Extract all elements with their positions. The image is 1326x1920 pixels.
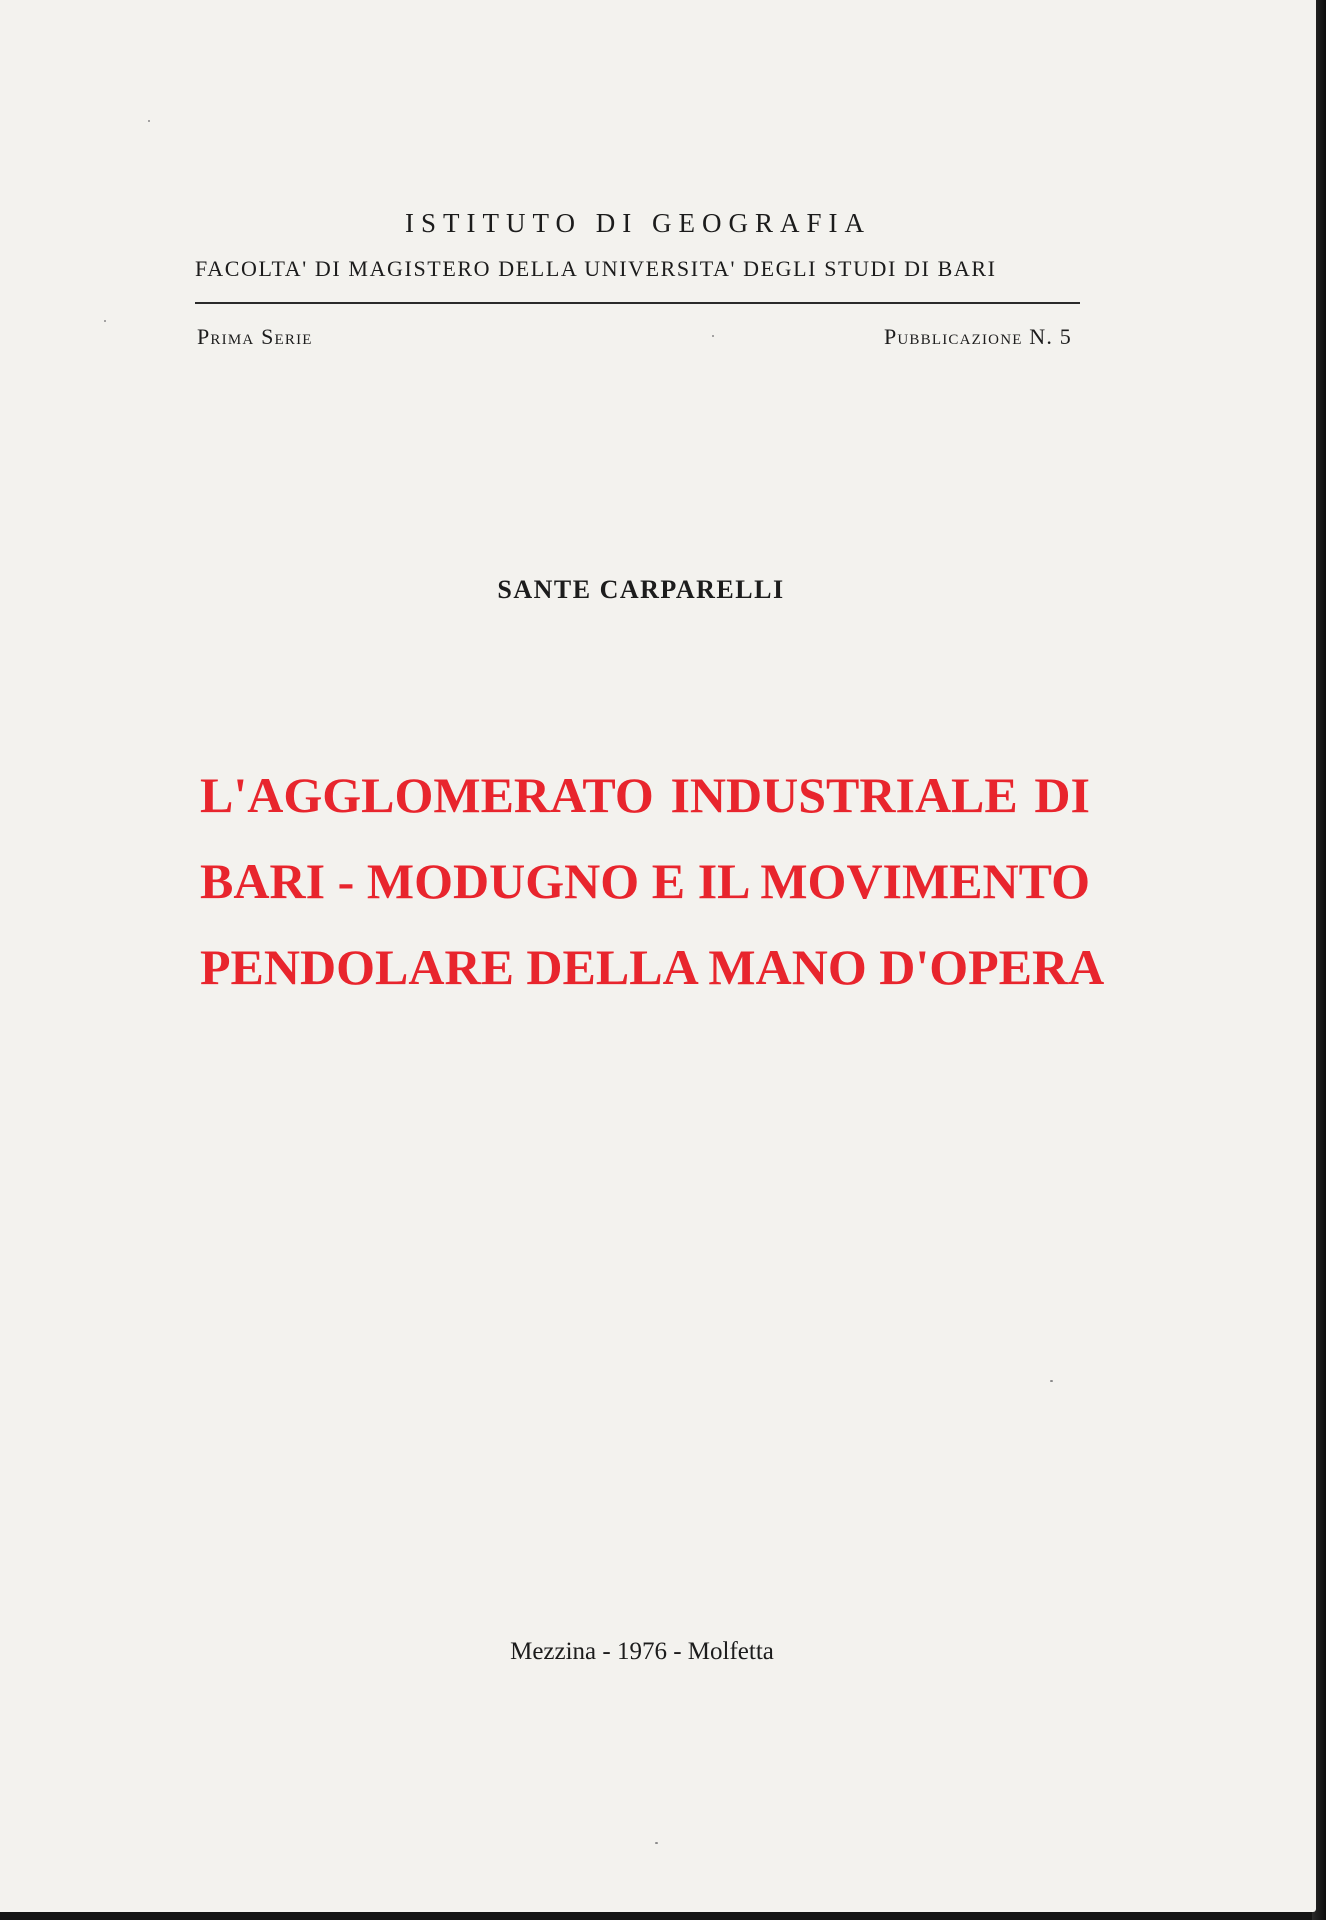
title-line: L'AGGLOMERATO INDUSTRIALE DI — [200, 767, 1090, 823]
paper-speck — [1050, 1380, 1053, 1382]
paper-speck — [148, 120, 150, 122]
paper-speck — [712, 335, 714, 337]
paper-speck — [104, 320, 106, 322]
book-title — [200, 752, 1105, 1010]
header-divider — [195, 302, 1080, 304]
series-label: Prima Serie — [197, 324, 313, 349]
publication-number: Pubblicazione N. 5 — [883, 324, 1072, 349]
institute-name: ISTITUTO DI GEOGRAFIA — [405, 208, 871, 238]
paper-speck — [655, 1842, 658, 1844]
title-line: BARI - MODUGNO E IL MOVIMENTO — [200, 853, 1090, 909]
title-line: PENDOLARE DELLA MANO D'OPERA — [200, 939, 1105, 995]
author-name: SANTE CARPARELLI — [497, 575, 785, 604]
faculty-name: FACOLTA' DI MAGISTERO DELLA UNIVERSITA' DEGLI STUDI DI BARI — [195, 256, 997, 281]
publisher-imprint: Mezzina - 1976 - Molfetta — [510, 1638, 774, 1665]
